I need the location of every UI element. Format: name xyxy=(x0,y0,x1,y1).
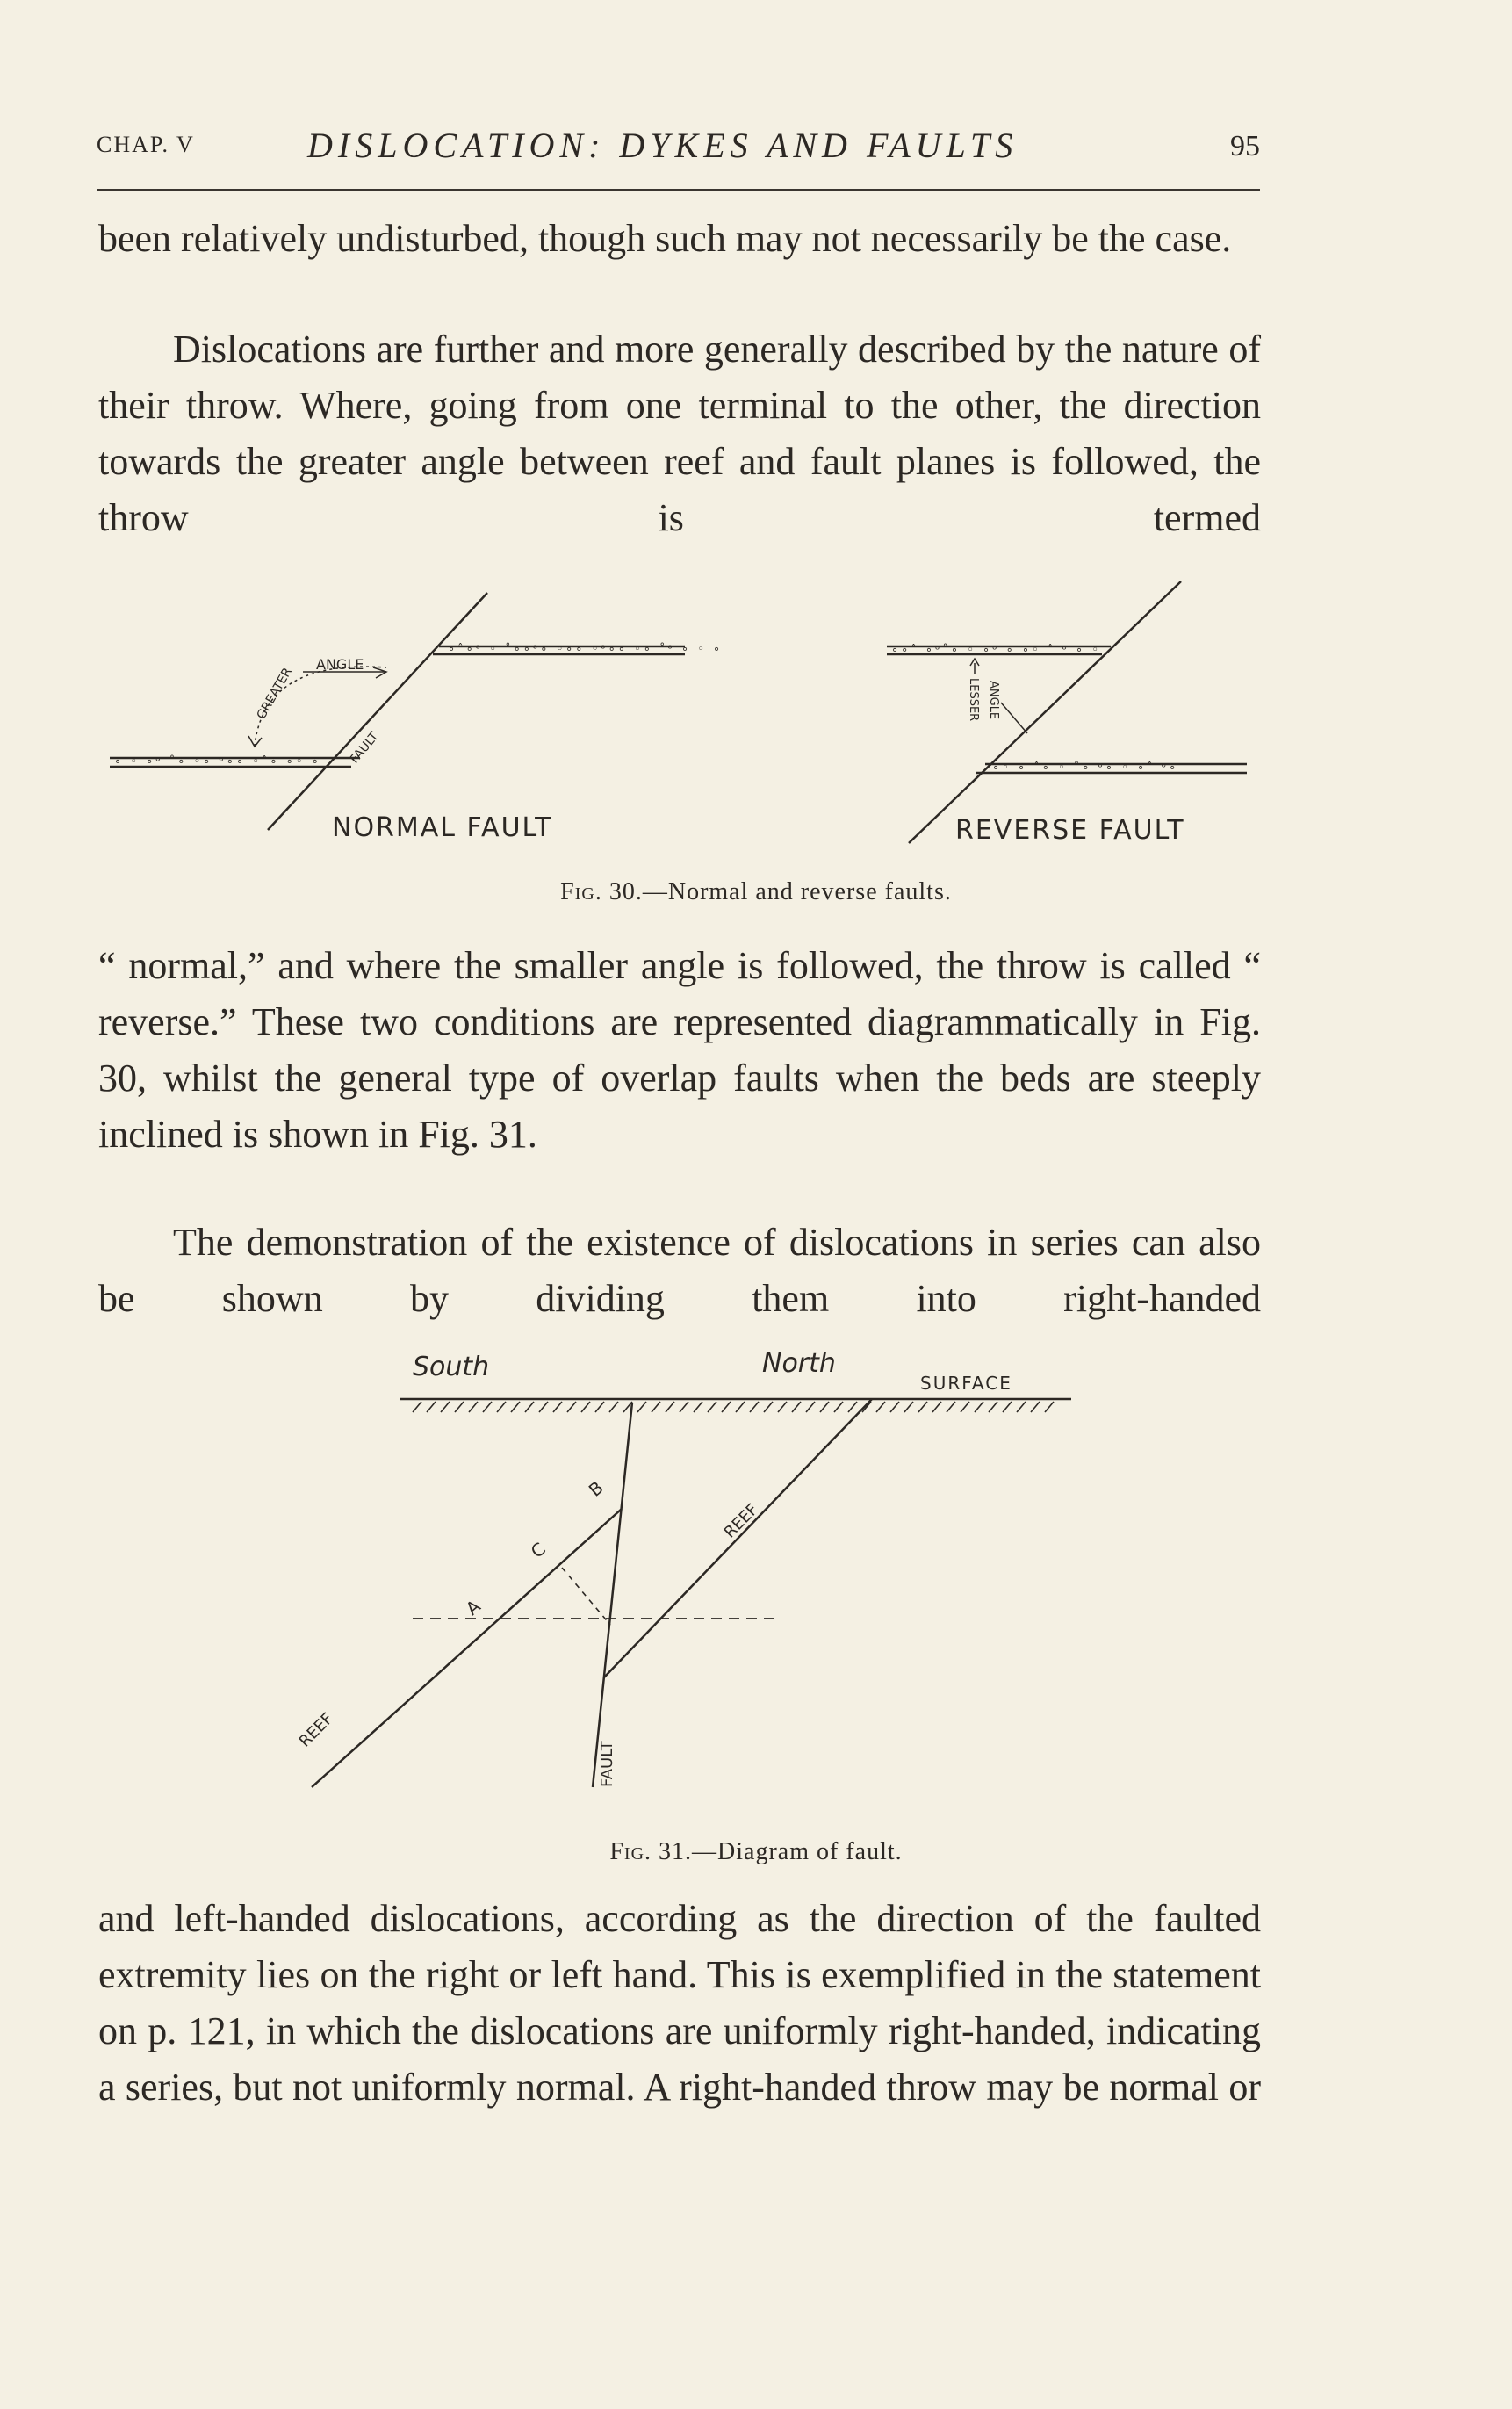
paragraph-5: and left-handed dislocations, according as the direction of the faulted extremity lies on the right or left hand. This is exemplified in the statement on p. 121, in which the dislocations are uniformly right-handed, indicating a series, but not uniformly normal. A right-handed throw may be normal or xyxy=(98,1897,1261,2109)
reverse-fault-label: REVERSE FAULT xyxy=(955,815,1185,846)
running-title: DISLOCATION: DYKES AND FAULTS xyxy=(307,126,1019,165)
angle-label: ANGLE xyxy=(316,656,364,673)
lower-reef-line xyxy=(312,1509,622,1787)
figure-30-caption-label: Fig. 30. xyxy=(560,878,643,905)
page-number: 95 xyxy=(1230,130,1260,162)
label-b: B xyxy=(584,1476,608,1501)
label-c: C xyxy=(526,1538,550,1562)
figure-31-caption xyxy=(0,1838,1512,1866)
paragraph-3: “ normal,” and where the smaller angle is followed, the throw is called “ reverse.” These two conditions are represented diagrammatically in Fig. 30, whilst the general type of overlap faults when the beds are steeply inclined is shown in Fig. 31. xyxy=(98,944,1261,1156)
figure-30-caption xyxy=(0,878,1512,906)
figure-31-diagram xyxy=(0,1344,1512,1818)
paragraph-1: been relatively undisturbed, though such may not necessarily be the case. xyxy=(98,217,1232,260)
reverse-fault-diagram xyxy=(887,581,1247,843)
normal-fault-diagram xyxy=(110,593,685,830)
reef-upper-label: REEF xyxy=(720,1500,762,1542)
paragraph-2: Dislocations are further and more generally described by the nature of their throw. Where, going from one terminal to the other, the direction towards the greater angle between reef and fault planes is followed, the throw is termed xyxy=(98,328,1261,539)
reverse-fault-line xyxy=(909,581,1181,843)
figure-31-caption-text: —Diagram of fault. xyxy=(692,1838,903,1865)
svg-text:∘◦ ∘ ˆ∘ ◦ ˚∘ ᵒ∘ ◦ ∘ˆ ᵒ∘: ∘◦ ∘ ˆ∘ ◦ ˚∘ ᵒ∘ ◦ ∘ˆ ᵒ∘ xyxy=(992,761,1179,775)
upper-reef-line xyxy=(604,1399,872,1677)
paragraph-4: The demonstration of the existence of dislocations in series can also be shown by dividing them into right-handed xyxy=(98,1221,1261,1320)
fault-label-small: FAULT xyxy=(347,729,382,767)
svg-text:∘ˆ∘ᵒ ◦ ˚∘∘ᵒ∘ ◦∘∘ ◦ᵒ∘∘ ◦∘ ˚ᵒ ∘: ∘ˆ∘ᵒ ◦ ˚∘∘ᵒ∘ ◦∘∘ ◦ᵒ∘∘ ◦∘ ˚ᵒ ∘ ◦ ∘ xyxy=(448,643,724,656)
figure-30-diagram xyxy=(0,571,1512,887)
label-a: A xyxy=(461,1595,485,1619)
header-rule xyxy=(97,189,1260,191)
svg-text:∘∘ˆ ∘ᵒ˚∘ ◦ ∘ᵒ ∘ ∘◦ ˆ ᵒ ∘ ◦: ∘∘ˆ ∘ᵒ˚∘ ◦ ∘ᵒ ∘ ∘◦ ˆ ᵒ ∘ ◦ xyxy=(891,644,1101,657)
south-label: South xyxy=(413,1352,490,1382)
svg-text:∘ ◦ ∘ᵒ ˚∘ ◦∘ ᵒ∘∘ ◦ˆ∘ ∘◦ ∘: ∘ ◦ ∘ᵒ ˚∘ ◦∘ ᵒ∘∘ ◦ˆ∘ ∘◦ ∘ xyxy=(114,755,321,768)
normal-reef-texture xyxy=(114,642,723,768)
surface-hatching xyxy=(413,1402,1054,1412)
greater-label: GREATER xyxy=(254,665,295,722)
figure-31-caption-label: Fig. 31. xyxy=(609,1838,693,1865)
normal-fault-line xyxy=(268,593,487,830)
lesser-label: LESSER xyxy=(967,678,980,722)
fault-label: FAULT xyxy=(598,1741,616,1787)
chapter-label: CHAP. V xyxy=(97,132,195,157)
fault-line xyxy=(593,1403,632,1787)
normal-fault-label: NORMAL FAULT xyxy=(332,812,553,843)
north-label: North xyxy=(762,1348,836,1379)
running-header xyxy=(97,125,1260,169)
angle-label-2: ANGLE xyxy=(987,681,1000,720)
surface-label: SURFACE xyxy=(920,1373,1012,1394)
figure-30-caption-text: —Normal and reverse faults. xyxy=(642,878,952,905)
reef-lower-label: REEF xyxy=(295,1709,337,1751)
